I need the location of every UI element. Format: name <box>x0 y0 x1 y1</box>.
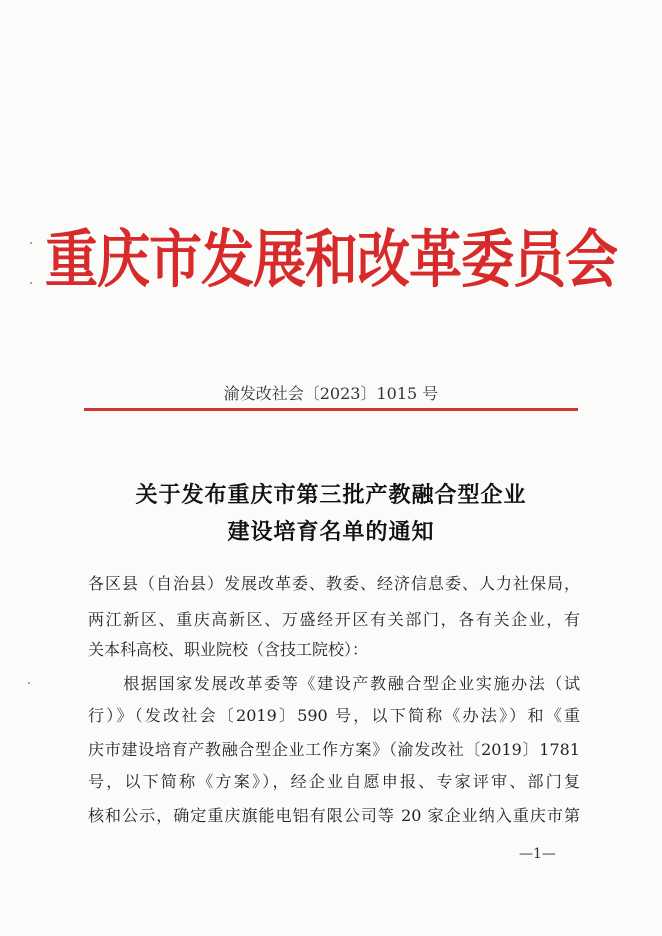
body-line: 号，以下简称《方案》），经企业自愿申报、专家评审、部门复 <box>88 772 580 791</box>
red-divider-rule <box>84 408 578 411</box>
body-line: 核和公示，确定重庆旗能电铝有限公司等 20 家企业纳入重庆市第 <box>88 806 580 825</box>
body-line: 关本科高校、职业院校（含技工院校）： <box>88 640 369 659</box>
body-line: 根据国家发展改革委等《建设产教融合型企业实施办法（试 <box>88 674 580 693</box>
page-number: —1— <box>519 846 556 862</box>
body-line: 各区县（自治县）发展改革委、教委、经济信息委、人力社保局， <box>88 574 580 593</box>
body-line: 行）》（发改社会〔2019〕590 号，以下简称《办法》）和《重 <box>88 706 580 725</box>
notice-title-line-1: 关于发布重庆市第三批产教融合型企业 <box>135 482 527 508</box>
document-number: 渝发改社会〔2023〕1015 号 <box>223 384 439 403</box>
margin-mark <box>28 682 30 684</box>
issuer-header: 重庆市发展和改革委员会 <box>45 224 617 297</box>
body-line: 庆市建设培育产教融合型企业工作方案》（渝发改社〔2019〕1781 <box>88 740 580 759</box>
body-line: 两江新区、重庆高新区、万盛经开区有关部门，各有关企业，有 <box>88 610 580 629</box>
notice-title-line-2: 建设培育名单的通知 <box>227 519 435 545</box>
